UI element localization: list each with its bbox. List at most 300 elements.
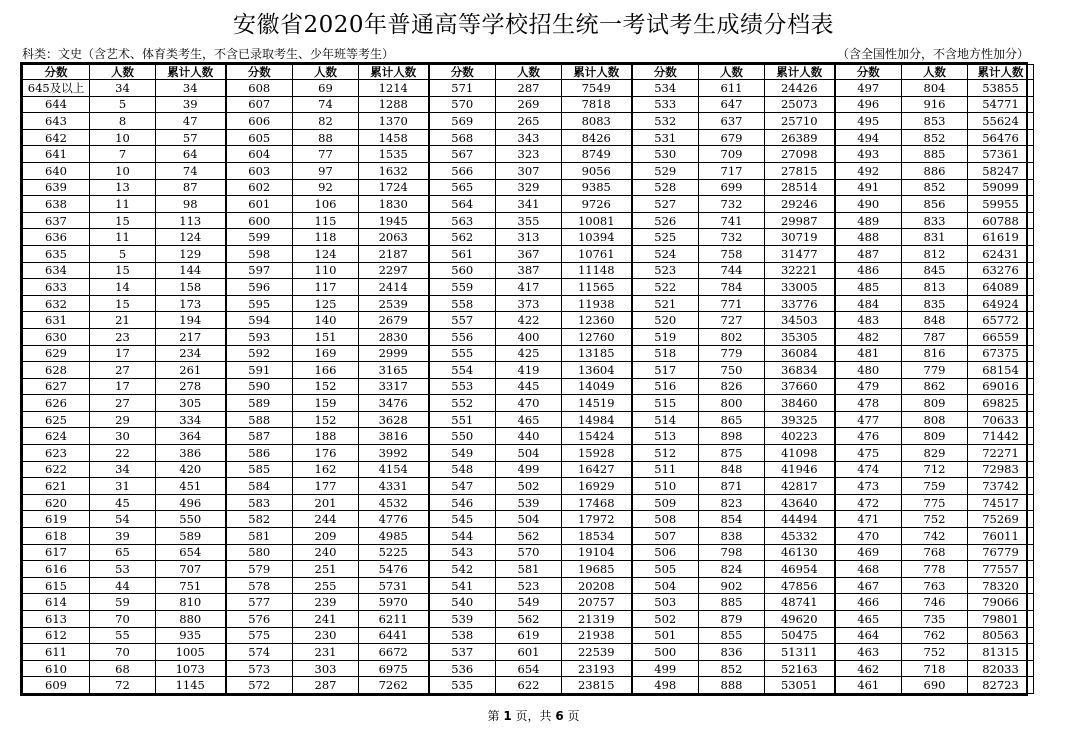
table-cell: 54771 (968, 96, 1034, 113)
table-cell: 14 (90, 279, 156, 296)
table-cell: 152 (293, 378, 359, 395)
table-cell: 261 (156, 362, 226, 379)
table-cell: 787 (902, 328, 968, 345)
table-cell: 853 (902, 113, 968, 130)
table-cell: 3628 (359, 411, 429, 428)
column-header: 人数 (902, 65, 968, 80)
table-cell: 269 (496, 96, 562, 113)
table-cell: 497 (835, 80, 902, 97)
table-cell: 323 (496, 146, 562, 163)
table-cell: 527 (632, 196, 699, 213)
table-row (23, 528, 1034, 545)
table-cell: 307 (496, 162, 562, 179)
table-cell: 17972 (562, 511, 632, 528)
table-cell: 529 (632, 162, 699, 179)
table-cell: 53051 (765, 677, 835, 694)
table-cell: 419 (496, 362, 562, 379)
table-cell: 13 (90, 179, 156, 196)
table-cell: 18534 (562, 528, 632, 545)
table-row (23, 362, 1034, 379)
table-cell: 329 (496, 179, 562, 196)
table-cell: 2063 (359, 229, 429, 246)
table-cell: 36084 (765, 345, 835, 362)
table-cell: 578 (226, 577, 293, 594)
table-cell: 230 (293, 627, 359, 644)
table-cell: 41946 (765, 461, 835, 478)
table-cell: 639 (23, 179, 90, 196)
table-cell: 467 (835, 577, 902, 594)
table-cell: 539 (496, 494, 562, 511)
table-cell: 33776 (765, 295, 835, 312)
table-cell: 117 (293, 279, 359, 296)
table-cell: 502 (632, 611, 699, 628)
table-cell: 65 (90, 544, 156, 561)
table-cell: 2679 (359, 312, 429, 329)
table-cell: 594 (226, 312, 293, 329)
table-cell: 66559 (968, 328, 1034, 345)
table-cell: 4331 (359, 478, 429, 495)
table-cell: 34503 (765, 312, 835, 329)
table-cell: 5 (90, 245, 156, 262)
table-cell: 37660 (765, 378, 835, 395)
table-cell: 59955 (968, 196, 1034, 213)
table-cell: 520 (632, 312, 699, 329)
table-cell: 483 (835, 312, 902, 329)
table-cell: 592 (226, 345, 293, 362)
table-cell: 464 (835, 627, 902, 644)
table-cell: 422 (496, 312, 562, 329)
table-cell: 636 (23, 229, 90, 246)
table-cell: 512 (632, 445, 699, 462)
table-cell: 620 (23, 494, 90, 511)
table-cell: 47 (156, 113, 226, 130)
table-cell: 470 (496, 395, 562, 412)
table-cell: 517 (632, 362, 699, 379)
table-cell: 879 (699, 611, 765, 628)
table-cell: 852 (902, 179, 968, 196)
table-cell: 201 (293, 494, 359, 511)
table-cell: 355 (496, 212, 562, 229)
table-row (23, 80, 1034, 97)
table-cell: 125 (293, 295, 359, 312)
table-cell: 622 (23, 461, 90, 478)
table-cell: 612 (23, 627, 90, 644)
table-cell: 831 (902, 229, 968, 246)
table-cell: 916 (902, 96, 968, 113)
table-cell: 898 (699, 428, 765, 445)
table-cell: 386 (156, 445, 226, 462)
table-cell: 17 (90, 378, 156, 395)
table-cell: 605 (226, 129, 293, 146)
table-cell: 507 (632, 528, 699, 545)
table-cell: 586 (226, 445, 293, 462)
table-cell: 826 (699, 378, 765, 395)
table-cell: 124 (293, 245, 359, 262)
table-cell: 19104 (562, 544, 632, 561)
table-cell: 57 (156, 129, 226, 146)
column-header: 分数 (835, 65, 902, 80)
table-cell: 476 (835, 428, 902, 445)
table-cell: 601 (226, 196, 293, 213)
table-cell: 373 (496, 295, 562, 312)
table-cell: 486 (835, 262, 902, 279)
table-cell: 506 (632, 544, 699, 561)
table-cell: 97 (293, 162, 359, 179)
table-cell: 58247 (968, 162, 1034, 179)
table-cell: 779 (699, 345, 765, 362)
table-cell: 3165 (359, 362, 429, 379)
table-cell: 70633 (968, 411, 1034, 428)
table-cell: 587 (226, 428, 293, 445)
table-cell: 852 (699, 660, 765, 677)
table-cell: 313 (496, 229, 562, 246)
table-cell: 20208 (562, 577, 632, 594)
table-cell: 568 (429, 129, 496, 146)
table-cell: 129 (156, 245, 226, 262)
table-cell: 633 (23, 279, 90, 296)
table-cell: 487 (835, 245, 902, 262)
table-cell: 611 (699, 80, 765, 97)
table-cell: 641 (23, 146, 90, 163)
table-row (23, 279, 1034, 296)
table-row (23, 611, 1034, 628)
table-cell: 627 (23, 378, 90, 395)
table-cell: 654 (496, 660, 562, 677)
table-cell: 845 (902, 262, 968, 279)
table-cell: 82723 (968, 677, 1034, 694)
table-cell: 303 (293, 660, 359, 677)
table-cell: 516 (632, 378, 699, 395)
table-cell: 7549 (562, 80, 632, 97)
table-row (23, 295, 1034, 312)
table-cell: 654 (156, 544, 226, 561)
column-header: 累计人数 (968, 65, 1034, 80)
table-cell: 110 (293, 262, 359, 279)
table-cell: 12360 (562, 312, 632, 329)
table-cell: 499 (632, 660, 699, 677)
table-cell: 762 (902, 627, 968, 644)
table-cell: 151 (293, 328, 359, 345)
table-cell: 645及以上 (23, 80, 90, 97)
table-cell: 617 (23, 544, 90, 561)
table-cell: 800 (699, 395, 765, 412)
table-cell: 40223 (765, 428, 835, 445)
table-cell: 489 (835, 212, 902, 229)
table-cell: 82 (293, 113, 359, 130)
table-cell: 763 (902, 577, 968, 594)
table-cell: 55 (90, 627, 156, 644)
table-cell: 848 (699, 461, 765, 478)
table-cell: 50475 (765, 627, 835, 644)
table-cell: 602 (226, 179, 293, 196)
table-cell: 469 (835, 544, 902, 561)
table-cell: 477 (835, 411, 902, 428)
table-cell: 492 (835, 162, 902, 179)
table-cell: 87 (156, 179, 226, 196)
table-cell: 367 (496, 245, 562, 262)
table-cell: 552 (429, 395, 496, 412)
table-cell: 140 (293, 312, 359, 329)
table-cell: 33005 (765, 279, 835, 296)
table-cell: 746 (902, 594, 968, 611)
table-cell: 482 (835, 328, 902, 345)
table-cell: 614 (23, 594, 90, 611)
table-cell: 810 (156, 594, 226, 611)
table-row (23, 494, 1034, 511)
table-cell: 7262 (359, 677, 429, 694)
table-cell: 468 (835, 561, 902, 578)
table-cell: 9726 (562, 196, 632, 213)
table-cell: 11565 (562, 279, 632, 296)
table-cell: 59 (90, 594, 156, 611)
table-row (23, 162, 1034, 179)
table-cell: 98 (156, 196, 226, 213)
table-row (23, 478, 1034, 495)
table-cell: 510 (632, 478, 699, 495)
table-cell: 490 (835, 196, 902, 213)
table-cell: 364 (156, 428, 226, 445)
table-cell: 638 (23, 196, 90, 213)
table-cell: 231 (293, 644, 359, 661)
table-cell: 31477 (765, 245, 835, 262)
table-cell: 29987 (765, 212, 835, 229)
table-cell: 533 (632, 96, 699, 113)
table-cell: 623 (23, 445, 90, 462)
table-cell: 536 (429, 660, 496, 677)
table-cell: 13185 (562, 345, 632, 362)
table-cell: 68 (90, 660, 156, 677)
table-cell: 44 (90, 577, 156, 594)
table-cell: 808 (902, 411, 968, 428)
table-cell: 1214 (359, 80, 429, 97)
table-cell: 744 (699, 262, 765, 279)
table-cell: 484 (835, 295, 902, 312)
table-cell: 23193 (562, 660, 632, 677)
table-cell: 644 (23, 96, 90, 113)
table-cell: 26389 (765, 129, 835, 146)
table-cell: 561 (429, 245, 496, 262)
table-cell: 287 (496, 80, 562, 97)
table-cell: 64 (156, 146, 226, 163)
table-cell: 76779 (968, 544, 1034, 561)
table-cell: 82033 (968, 660, 1034, 677)
table-cell: 479 (835, 378, 902, 395)
table-cell: 554 (429, 362, 496, 379)
table-cell: 589 (156, 528, 226, 545)
table-cell: 508 (632, 511, 699, 528)
table-row (23, 544, 1034, 561)
table-cell: 10081 (562, 212, 632, 229)
table-cell: 240 (293, 544, 359, 561)
table-cell: 503 (632, 594, 699, 611)
table-cell: 515 (632, 395, 699, 412)
table-cell: 11148 (562, 262, 632, 279)
table-cell: 14984 (562, 411, 632, 428)
table-cell: 27815 (765, 162, 835, 179)
table-cell: 593 (226, 328, 293, 345)
table-cell: 39325 (765, 411, 835, 428)
table-cell: 63276 (968, 262, 1034, 279)
table-cell: 3992 (359, 445, 429, 462)
table-cell: 616 (23, 561, 90, 578)
footer-page-number: 1 (503, 709, 512, 723)
table-cell: 194 (156, 312, 226, 329)
table-row (23, 345, 1034, 362)
table-cell: 5476 (359, 561, 429, 578)
table-cell: 6975 (359, 660, 429, 677)
table-cell: 637 (23, 212, 90, 229)
table-cell: 604 (226, 146, 293, 163)
table-cell: 809 (902, 395, 968, 412)
table-cell: 35305 (765, 328, 835, 345)
table-cell: 2830 (359, 328, 429, 345)
table-cell: 742 (902, 528, 968, 545)
table-cell: 80563 (968, 627, 1034, 644)
table-cell: 88 (293, 129, 359, 146)
table-cell: 813 (902, 279, 968, 296)
table-cell: 152 (293, 411, 359, 428)
table-cell: 425 (496, 345, 562, 362)
table-cell: 75269 (968, 511, 1034, 528)
table-cell: 4154 (359, 461, 429, 478)
table-cell: 1535 (359, 146, 429, 163)
table-cell: 55624 (968, 113, 1034, 130)
table-row (23, 212, 1034, 229)
column-header: 分数 (632, 65, 699, 80)
table-cell: 475 (835, 445, 902, 462)
header-row (23, 65, 1034, 80)
table-cell: 27 (90, 395, 156, 412)
table-cell: 78320 (968, 577, 1034, 594)
footer-middle: 页，共 (511, 709, 556, 723)
table-cell: 608 (226, 80, 293, 97)
table-cell: 3317 (359, 378, 429, 395)
table-cell: 8083 (562, 113, 632, 130)
table-cell: 4985 (359, 528, 429, 545)
table-cell: 615 (23, 577, 90, 594)
table-cell: 576 (226, 611, 293, 628)
table-cell: 558 (429, 295, 496, 312)
table-cell: 19685 (562, 561, 632, 578)
table-cell: 244 (293, 511, 359, 528)
table-cell: 241 (293, 611, 359, 628)
table-row (23, 660, 1034, 677)
table-cell: 505 (632, 561, 699, 578)
table-cell: 255 (293, 577, 359, 594)
table-cell: 77 (293, 146, 359, 163)
table-cell: 67375 (968, 345, 1034, 362)
table-cell: 541 (429, 577, 496, 594)
table-cell: 856 (902, 196, 968, 213)
table-cell: 833 (902, 212, 968, 229)
table-cell: 750 (699, 362, 765, 379)
table-cell: 637 (699, 113, 765, 130)
score-table-container (20, 62, 1028, 696)
table-cell: 613 (23, 611, 90, 628)
table-cell: 13604 (562, 362, 632, 379)
table-cell: 865 (699, 411, 765, 428)
table-cell: 560 (429, 262, 496, 279)
table-cell: 619 (23, 511, 90, 528)
table-cell: 603 (226, 162, 293, 179)
table-row (23, 179, 1034, 196)
table-cell: 557 (429, 312, 496, 329)
table-cell: 544 (429, 528, 496, 545)
table-row (23, 594, 1034, 611)
table-cell: 625 (23, 411, 90, 428)
table-cell: 20757 (562, 594, 632, 611)
table-cell: 553 (429, 378, 496, 395)
table-cell: 1458 (359, 129, 429, 146)
table-row (23, 395, 1034, 412)
table-cell: 709 (699, 146, 765, 163)
table-cell: 496 (156, 494, 226, 511)
table-cell: 234 (156, 345, 226, 362)
table-cell: 239 (293, 594, 359, 611)
table-cell: 92 (293, 179, 359, 196)
table-cell: 575 (226, 627, 293, 644)
table-cell: 611 (23, 644, 90, 661)
table-cell: 11 (90, 196, 156, 213)
table-cell: 855 (699, 627, 765, 644)
table-cell: 875 (699, 445, 765, 462)
column-header: 人数 (90, 65, 156, 80)
table-cell: 528 (632, 179, 699, 196)
footer-prefix: 第 (487, 709, 504, 723)
table-cell: 45332 (765, 528, 835, 545)
table-cell: 113 (156, 212, 226, 229)
score-distribution-table (22, 64, 1034, 694)
table-cell: 2999 (359, 345, 429, 362)
table-cell: 732 (699, 196, 765, 213)
table-cell: 758 (699, 245, 765, 262)
table-cell: 60788 (968, 212, 1034, 229)
table-cell: 571 (429, 80, 496, 97)
table-cell: 522 (632, 279, 699, 296)
table-cell: 498 (632, 677, 699, 694)
table-row (23, 644, 1034, 661)
page-footer (0, 707, 1067, 724)
table-cell: 72983 (968, 461, 1034, 478)
footer-total-pages: 6 (555, 709, 564, 723)
table-cell: 5 (90, 96, 156, 113)
table-cell: 621 (23, 478, 90, 495)
table-cell: 177 (293, 478, 359, 495)
table-cell: 7 (90, 146, 156, 163)
table-cell: 601 (496, 644, 562, 661)
table-cell: 41098 (765, 445, 835, 462)
table-row (23, 196, 1034, 213)
table-cell: 546 (429, 494, 496, 511)
table-cell: 15 (90, 212, 156, 229)
table-cell: 752 (902, 511, 968, 528)
table-cell: 591 (226, 362, 293, 379)
table-cell: 57361 (968, 146, 1034, 163)
column-header: 人数 (496, 65, 562, 80)
table-cell: 640 (23, 162, 90, 179)
table-cell: 509 (632, 494, 699, 511)
table-cell: 36834 (765, 362, 835, 379)
table-cell: 630 (23, 328, 90, 345)
table-cell: 106 (293, 196, 359, 213)
table-row (23, 511, 1034, 528)
table-cell: 581 (496, 561, 562, 578)
table-cell: 461 (835, 677, 902, 694)
table-row (23, 577, 1034, 594)
table-cell: 582 (226, 511, 293, 528)
column-header: 分数 (429, 65, 496, 80)
table-cell: 4532 (359, 494, 429, 511)
